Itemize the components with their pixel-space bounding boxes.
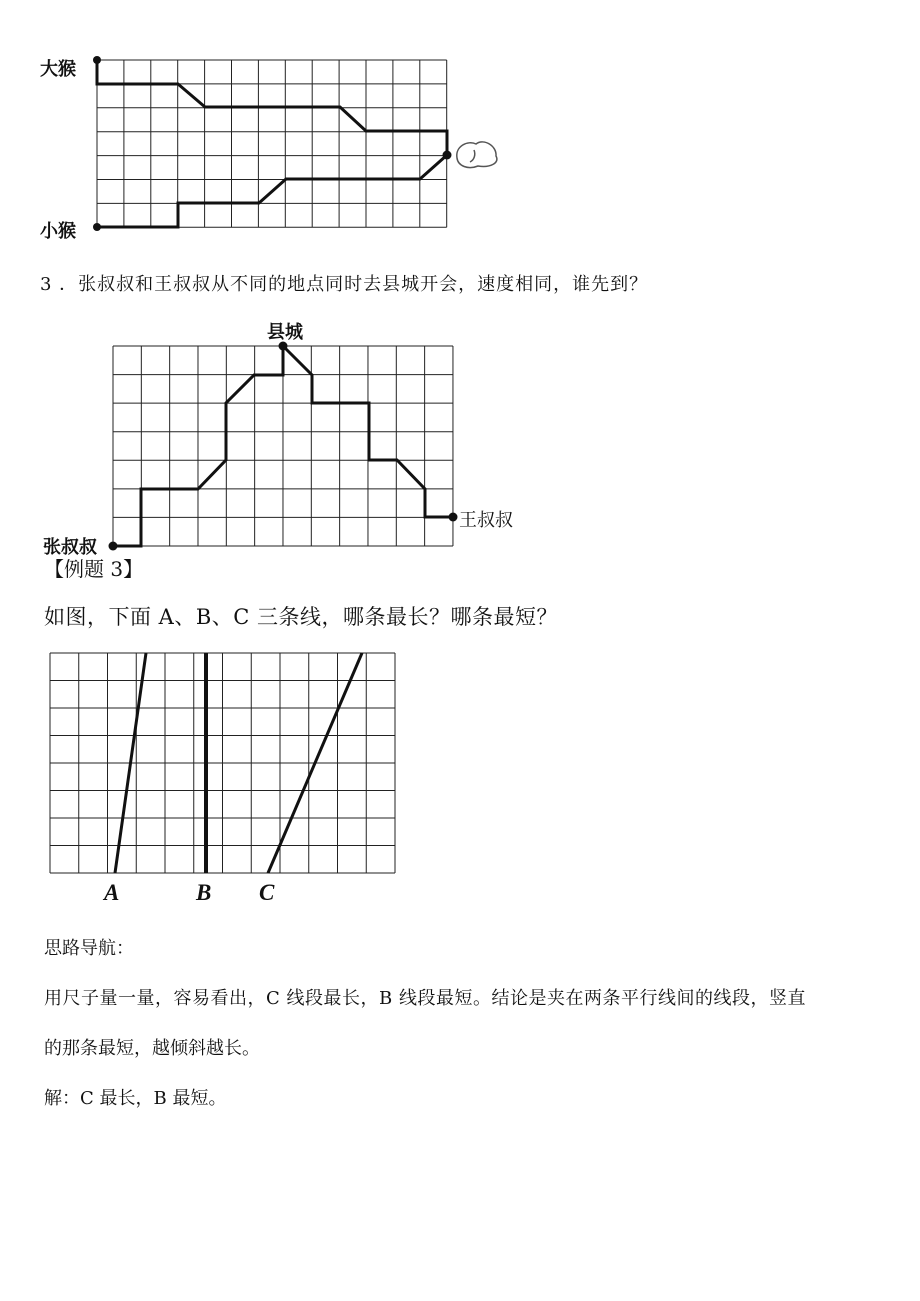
example-3-title: 【例题 3】 bbox=[44, 557, 144, 581]
big-monkey-label: 大猴 bbox=[40, 59, 76, 80]
line-c-label: C bbox=[259, 880, 275, 905]
uncle-zhang-label: 张叔叔 bbox=[41, 533, 99, 559]
example-3-question: 如图，下面 A、B、C 三条线，哪条最长？哪条最短？ bbox=[44, 605, 559, 629]
analysis-line-2: 的那条最短，越倾斜越长。 bbox=[44, 1038, 260, 1059]
analysis-heading: 思路导航： bbox=[44, 938, 134, 959]
question-3-text: 3 ．张叔叔和王叔叔从不同的地点同时去县城开会，速度相同，谁先到？ bbox=[40, 274, 649, 295]
analysis-line-1: 用尺子量一量，容易看出，C 线段最长，B 线段最短。结论是夹在两条平行线间的线段，竖直 bbox=[44, 988, 806, 1009]
county-label: 县城 bbox=[267, 322, 303, 343]
uncle-wang-label: 王叔叔 bbox=[459, 510, 513, 531]
line-a-label: A bbox=[104, 880, 120, 905]
line-b-label: B bbox=[196, 880, 212, 905]
small-monkey-label: 小猴 bbox=[40, 221, 76, 242]
answer-text: 解：C 最长，B 最短。 bbox=[44, 1088, 227, 1109]
